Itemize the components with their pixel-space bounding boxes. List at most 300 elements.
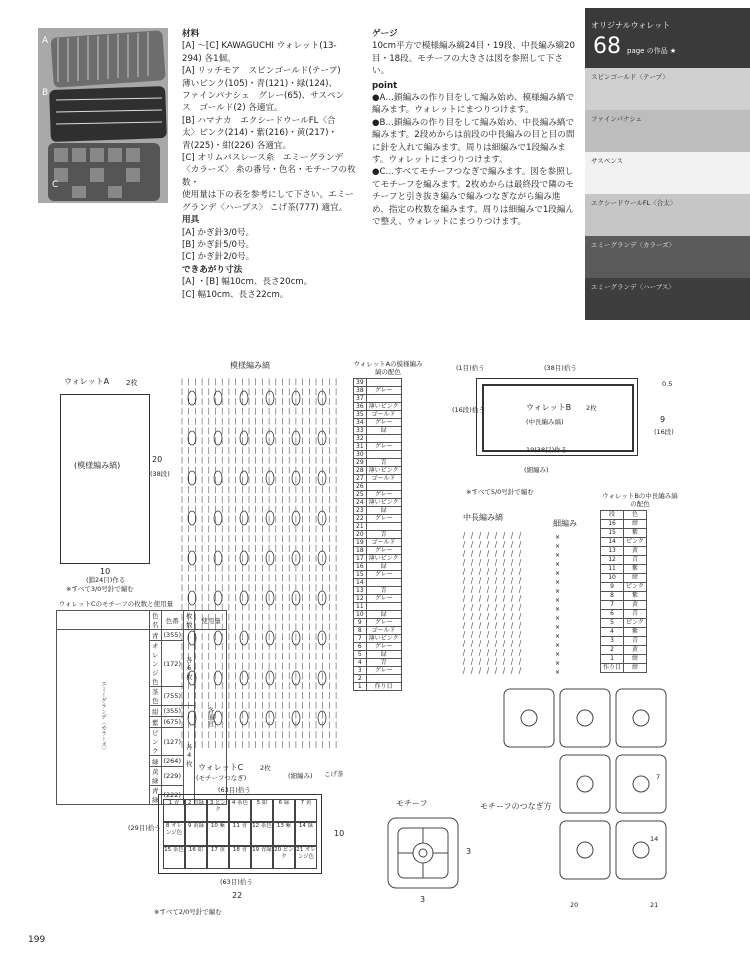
table-row [354,379,402,387]
table-cell: 緑 [366,507,401,515]
table-cell: グレー [366,619,401,627]
wallet-c-side: (29目)拾う [128,824,161,832]
stitch-mark [471,613,473,620]
sc-mark: × [555,561,561,568]
pattern-b-title: 中長編み縞 [463,513,503,522]
table-cell: 青 [366,459,401,467]
table-row [601,637,647,646]
table-cell: 16 [601,520,624,529]
stitch-mark [463,631,465,638]
table-cell: 8 [601,592,624,601]
table-cell: 24 [354,499,367,507]
table-cell: 紫 [624,592,647,601]
stitch-mark [463,658,465,665]
motif-cell: 8 オレンジ色 [163,822,185,845]
stitch-mark [519,568,521,575]
photo-label-c: C [52,180,59,190]
table-cell: 紺 [150,706,162,717]
table-cell: 26 [354,483,367,491]
table-cell: 34 [354,419,367,427]
cluster-mark [266,591,274,605]
table-cell: 32 [354,435,367,443]
cluster-mark [318,551,326,565]
stitch-mark [495,577,497,584]
stitch-mark [511,550,513,557]
stitch-mark [519,532,521,539]
cluster-mark [214,391,222,405]
table-row [354,427,402,435]
table-cell: 37 [354,395,367,403]
sc-mark: × [555,642,561,649]
table-side-label: エミーグランデ〈カラーズ〉 [57,630,150,805]
table-row [354,531,402,539]
stitch-mark [471,568,473,575]
wallet-a-note: ※すべて3/0号針で編む [66,585,134,593]
table-row [354,683,402,691]
stitch-mark [479,595,481,602]
wallet-c-edge-color: こげ茶 [324,770,344,778]
table-cell: グレー [366,443,401,451]
table-row [354,507,402,515]
sc-mark: × [555,633,561,640]
cluster-mark [266,391,274,405]
yarn-name: サスペンス [591,157,624,165]
stitch-mark [471,631,473,638]
color-table-b [600,492,680,673]
table-cell [366,483,401,491]
table-cell: 緑 [366,611,401,619]
table-cell: 黄緑 [150,767,162,786]
table-cell: 青 [150,630,162,641]
color-table-b-grid [600,510,647,673]
stitch-mark [487,649,489,656]
stitch-mark [495,604,497,611]
point-item-c: ●C…すべてモチーフつなぎで編みます。図を参照してモチーフを編みます。2枚めからは最終段で隣のモチーフと引き抜き編みで編みつなぎながら編み進め、指定の枚数を編みます。周りは細編みで1段編んで整え、ウォレットにまつりつけます。 [372,167,575,228]
wallet-b-top-count: (38目)拾う [544,364,577,372]
table-cell [366,379,401,387]
motif-cell: 13 紫 [273,822,295,845]
table-cell: ゴールド [366,411,401,419]
table-cell: (229) [161,767,183,786]
cluster-mark [266,431,274,445]
table-cell: 1 [354,683,367,691]
cluster-mark [266,671,274,685]
table-header-cell: 枚数 [183,611,195,630]
table-cell: グレー [366,547,401,555]
table-cell: 緑 [366,651,401,659]
cluster-mark [318,391,326,405]
color-table-b-title: ウォレットBの中長編み縞の配色 [602,492,678,508]
table-cell: 2 [354,675,367,683]
join-motif [616,755,666,813]
table-cell: 作り目 [366,683,401,691]
stitch-mark [479,541,481,548]
table-row [354,483,402,491]
stitch-mark [519,658,521,665]
sc-mark: × [555,579,561,586]
stitch-mark [495,586,497,593]
wallet-a-width-stitches: (鎖24目)作る [86,576,126,584]
panel-subtitle: オリジナルウォレット [591,21,671,30]
materials-line: [A] ～[C] KAWAGUCHI ウォレット(13- [182,41,337,52]
motif-cell: 19 青緑 [251,846,273,869]
stitch-mark [503,631,505,638]
stitch-mark [487,595,489,602]
wallet-a-height: 20 [152,455,163,464]
finished-size-heading: できあがり寸法 [182,264,243,275]
stitch-mark [479,550,481,557]
stitch-mark [495,649,497,656]
wallet-b-side: (16段)拾う [452,406,485,414]
stitch-mark [479,586,481,593]
wallet-b-height-rows: (16段) [654,428,674,436]
table-cell: 12 [601,556,624,565]
table-cell: 3 [354,667,367,675]
stitch-mark [503,559,505,566]
stitch-mark [511,586,513,593]
sc-mark: × [555,597,561,604]
stitch-mark [503,640,505,647]
motif-cell: 7 黄 [295,799,317,822]
materials-line: グランデ〈ハーブス〉 こげ茶(777) 適宜。 [182,202,348,213]
table-row [354,667,402,675]
table-row [354,491,402,499]
table-cell: 6 [601,610,624,619]
sc-mark: × [555,534,561,541]
table-row [354,459,402,467]
wallet-c-height: 10 [334,829,345,838]
table-header-cell: 色名 [150,611,162,630]
tools-line: [C] かぎ針2/0号。 [182,252,255,263]
sc-mark: × [555,651,561,658]
stitch-mark [503,667,505,674]
stitch-mark [511,649,513,656]
cluster-mark [214,591,222,605]
materials-line: [A] リッチモア スピンゴールド(テープ) [182,66,341,77]
table-cell: 青 [624,556,647,565]
table-cell [366,579,401,587]
table-cell: 黄 [624,646,647,655]
table-row [354,387,402,395]
sc-mark: × [555,606,561,613]
table-cell: グレー [366,387,401,395]
stitch-mark [511,622,513,629]
materials-line: ス ゴールド(2) 各適宜。 [182,103,283,114]
table-cell: 23 [354,507,367,515]
materials-line: ファインパナシェ グレー(65)、サスペン [182,91,345,102]
color-table-a-title: ウォレットAの模様編み縞の配色 [353,360,423,376]
table-cell: グレー [366,571,401,579]
stitch-mark [519,649,521,656]
table-cell: 青 [366,659,401,667]
table-cell: グレー [366,491,401,499]
yarn-sample [585,68,750,110]
stitch-mark [487,613,489,620]
table-cell [366,451,401,459]
join-motif [560,689,610,747]
cluster-mark [266,511,274,525]
cluster-mark [318,671,326,685]
stitch-mark [487,604,489,611]
table-row [354,635,402,643]
table-row [601,520,647,529]
table-row [601,664,647,673]
cluster-mark [240,631,248,645]
table-row [354,571,402,579]
photo-label-b: B [42,88,49,98]
stitch-mark [511,541,513,548]
stitch-mark [479,604,481,611]
cluster-mark [214,551,222,565]
join-motif-center [577,842,593,858]
table-cell: 5 [601,619,624,628]
motif-cell: 14 緑 [295,822,317,845]
wallet-c-motif-grid [163,799,317,869]
product-photo [38,28,168,203]
table-cell [366,395,401,403]
stitch-mark [511,568,513,575]
cluster-mark [240,711,248,725]
table-cell: 黄 [624,601,647,610]
cluster-mark [214,431,222,445]
stitch-mark [479,577,481,584]
table-row [354,403,402,411]
motif-cell: 3 ピンク [207,799,229,822]
yarn-sample [585,236,750,278]
stitch-mark [479,568,481,575]
table-row [354,555,402,563]
stitch-mark [463,559,465,566]
stitch-mark [463,586,465,593]
stitch-mark [503,577,505,584]
cluster-mark [318,511,326,525]
table-cell: 3 [601,637,624,646]
table-row [601,511,647,520]
motif-cell: 17 黄 [207,846,229,869]
stitch-mark [495,532,497,539]
stitch-mark [519,586,521,593]
stitch-mark [479,622,481,629]
table-cell: 13 [354,587,367,595]
materials-line: 使用量は下の表を参考にして下さい。エミー [182,190,354,201]
table-row [354,467,402,475]
table-cell: 薄いピンク [366,635,401,643]
table-row [354,627,402,635]
yarn-sample [585,194,750,236]
stitch-mark [471,667,473,674]
stitch-mark [487,532,489,539]
table-cell: 12 [354,595,367,603]
cluster-mark [214,471,222,485]
wallet-b-bottom: 19(38目)作る [526,446,568,454]
table-row [354,603,402,611]
materials-line: 294) 各1個。 [182,53,236,64]
motif-cell: 15 茶色 [163,846,185,869]
finished-size-text [182,276,372,301]
motif-cell: 1 青 [163,799,185,822]
stitch-mark [511,613,513,620]
wallet-c-width: 22 [232,891,243,900]
panel-page-suffix: page の作品 ★ [627,47,677,55]
join-motif-center [633,776,649,792]
table-cell: 薄いピンク [366,467,401,475]
table-cell: 紺 [624,655,647,664]
table-row [354,443,402,451]
stitch-mark [471,541,473,548]
table-cell: 紺 [624,664,647,673]
stitch-mark [487,550,489,557]
stitch-mark [463,568,465,575]
table-cell: ピンク [150,728,162,756]
wallet-photo-illustration [38,28,168,203]
table-cell: 薄いピンク [366,403,401,411]
stitch-mark [487,541,489,548]
table-cell: ゴールド [366,627,401,635]
table-row [354,619,402,627]
stitch-mark [503,622,505,629]
table-cell: (755) [161,687,183,706]
table-cell: 14 [601,538,624,547]
table-cell: 4 [601,628,624,637]
table-row [354,475,402,483]
sc-mark: × [555,660,561,667]
table-cell: 各適宜 [195,630,227,805]
table-cell: ゴールド [366,475,401,483]
stitch-mark [479,532,481,539]
wallet-b-edge: (細編み) [524,466,549,474]
table-cell: 青 [366,531,401,539]
motif-size-width: 3 [420,895,426,904]
wallet-c-bottom: (63目)拾う [220,878,253,886]
wallet-b-note: ※すべて5/0号針で編む [466,488,534,496]
table-cell: 緑 [366,563,401,571]
stitch-mark [479,613,481,620]
table-cell: グレー [366,419,401,427]
stitch-mark [519,604,521,611]
table-cell: 25 [354,491,367,499]
wallet-a-diagram [30,372,180,592]
stitch-mark [463,622,465,629]
stitch-mark [495,640,497,647]
table-cell: 色 [624,511,647,520]
stitch-mark [511,532,513,539]
table-cell: 9 [601,583,624,592]
tools-line: [A] かぎ針3/0号。 [182,227,255,238]
stitch-mark [519,631,521,638]
gauge-heading: ゲージ [372,29,398,39]
table-cell: オレンジ色 [150,641,162,687]
join-motif-center [633,710,649,726]
table-cell: (222) [161,786,183,805]
table-cell: 36 [354,403,367,411]
cluster-mark [266,711,274,725]
table-cell: 13 [601,547,624,556]
motif-cell: 20 ピンク [273,846,295,869]
gauge-text: 10cm平方で模様編み縞24目・19段、中長編み縞20目・18段。モチーフの大きさは図を参照して下さい。 [372,41,575,77]
stitch-mark [519,640,521,647]
table-row [601,655,647,664]
table-cell: 青 [624,637,647,646]
table-row [354,411,402,419]
table-cell: 紺 [624,520,647,529]
table-cell: 薄いピンク [366,499,401,507]
stitch-mark [487,640,489,647]
tools-line: [B] かぎ針5/0号。 [182,239,255,250]
pattern-b-stitch-drawing [455,526,595,680]
wallet-c-outline [158,794,322,874]
stitch-mark [471,622,473,629]
stitch-mark [503,532,505,539]
table-cell [366,675,401,683]
stitch-mark [519,550,521,557]
motif-number-21: 21 [650,901,659,909]
table-cell: 16 [354,563,367,571]
table-row [354,451,402,459]
stitch-mark [487,568,489,575]
table-cell: (127) [161,728,183,756]
stitch-mark [471,640,473,647]
table-cell: 9 [354,619,367,627]
table-cell: ピンク [624,583,647,592]
stitch-mark [511,577,513,584]
table-cell: (355) [161,630,183,641]
yarn-name: エミーグランデ〈カラーズ〉 [591,241,676,249]
stitch-mark [511,595,513,602]
table-cell: 作り目 [601,664,624,673]
table-cell: 17 [354,555,367,563]
stitch-mark [463,550,465,557]
table-cell: ピンク [624,619,647,628]
stitch-mark [511,667,513,674]
wallet-b-title: ウォレットB [526,403,572,412]
finished-size-line: [C] 幅10cm、長さ22cm。 [182,289,289,300]
stitch-mark [511,658,513,665]
join-motif [616,689,666,747]
stitch-mark [463,640,465,647]
stitch-mark [495,541,497,548]
motif-cell: 11 青 [229,822,251,845]
pattern-b-chart [455,512,600,680]
stitch-mark [487,559,489,566]
table-cell: ゴールド [366,539,401,547]
stitch-mark [471,550,473,557]
table-cell: 15 [354,571,367,579]
table-row [354,395,402,403]
stitch-mark [519,577,521,584]
motif-number-14: 14 [650,835,659,843]
yarn-sample [585,152,750,194]
table-cell: 30 [354,451,367,459]
motif-cell: 5 紺 [251,799,273,822]
yarn-name: ファインパナシェ [591,115,643,123]
table-cell: 11 [354,603,367,611]
table-cell: 22 [354,515,367,523]
wallet-c-title: ウォレットC [198,763,244,772]
cluster-mark [266,551,274,565]
table-cell: グレー [366,667,401,675]
table-cell: 29 [354,459,367,467]
stitch-mark [495,631,497,638]
stitch-mark [479,559,481,566]
motif-number-20: 20 [570,901,579,909]
stitch-mark [495,658,497,665]
materials-line: [B] ハマナカ エクシードウールFL〈合 [182,115,336,126]
cluster-mark [318,591,326,605]
table-cell: グレー [366,595,401,603]
join-motif [504,689,554,747]
motif-join-title: モチーフのつなぎ方 [480,802,552,811]
table-cell: (675) [161,717,183,728]
